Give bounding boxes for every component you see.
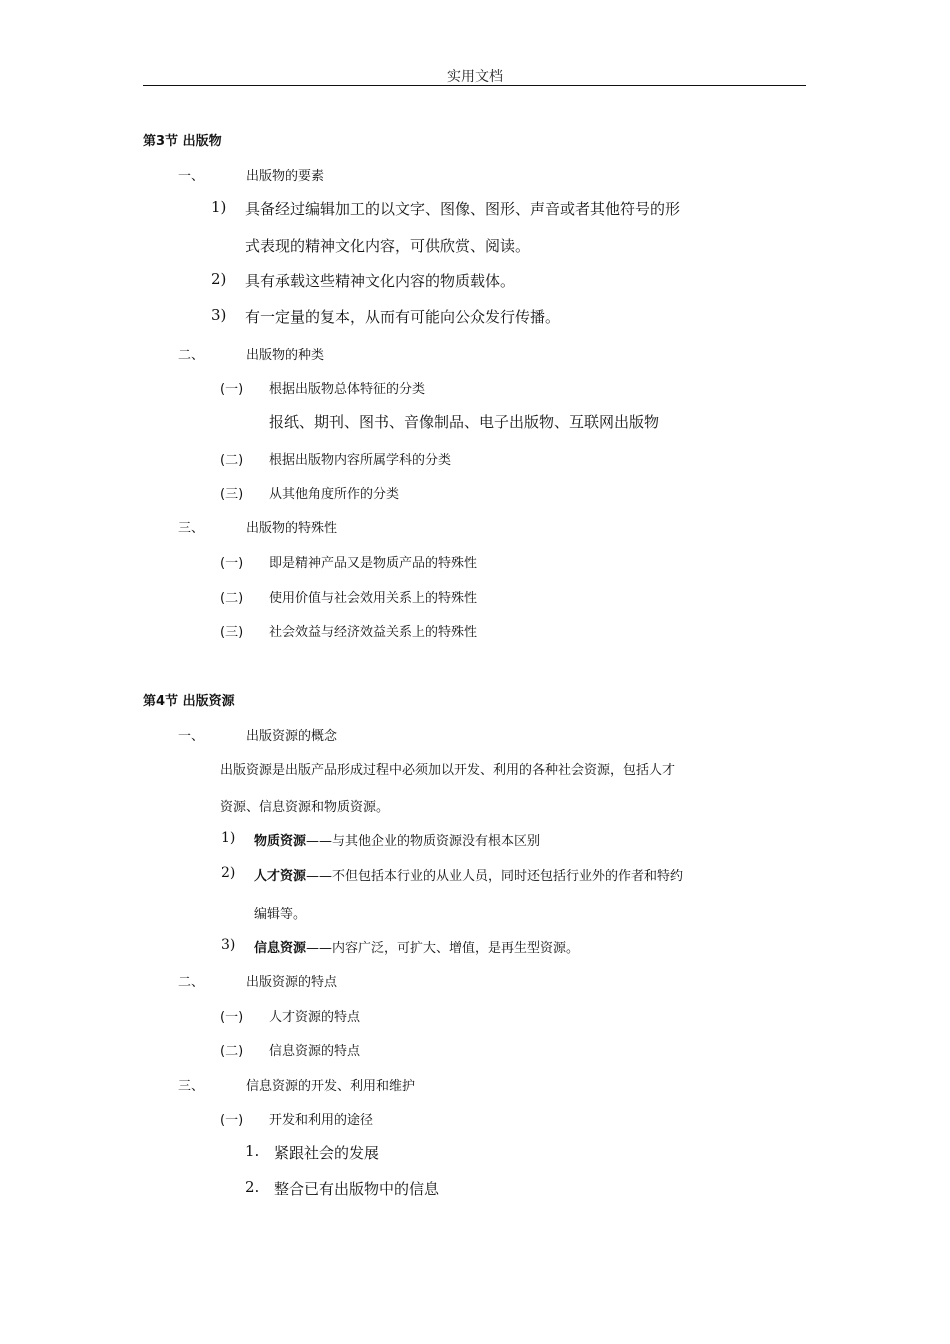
item-text-continuation: 编辑等。 <box>254 907 307 922</box>
sub-number: (一) <box>220 556 244 571</box>
page-header: 实用文档 <box>447 69 503 85</box>
sub-title: 根据出版物总体特征的分类 <box>269 382 426 397</box>
sub-number: (一) <box>220 1113 244 1128</box>
header-rule <box>143 85 806 86</box>
sub-title: 信息资源的特点 <box>269 1044 361 1059</box>
item-number: 1) <box>221 830 236 846</box>
item-term: 人才资源 <box>254 869 307 884</box>
part-number: 二、 <box>178 975 205 990</box>
item-text: 具有承载这些精神文化内容的物质载体。 <box>245 272 516 290</box>
item-number: 1. <box>245 1142 260 1160</box>
item-term: 信息资源 <box>254 941 307 956</box>
item-line <box>254 937 579 956</box>
item-text: 紧跟社会的发展 <box>274 1144 380 1162</box>
item-number: 3) <box>211 306 227 324</box>
item-text-continuation: 式表现的精神文化内容，可供欣赏、阅读。 <box>245 237 531 255</box>
item-text: ——不但包括本行业的从业人员，同时还包括行业外的作者和特约 <box>306 869 684 884</box>
item-text: ——与其他企业的物质资源没有根本区别 <box>306 834 541 849</box>
item-number: 2. <box>245 1178 260 1196</box>
item-line <box>254 830 540 849</box>
item-text: 有一定量的复本，从而有可能向公众发行传播。 <box>245 308 561 326</box>
part-title: 出版物的特殊性 <box>246 521 338 536</box>
part-number: 一、 <box>178 729 205 744</box>
item-number: 2) <box>211 270 227 288</box>
detail-text: 报纸、期刊、图书、音像制品、电子出版物、互联网出版物 <box>269 413 660 431</box>
section-4-title: 第4节 出版资源 <box>143 694 235 709</box>
item-term: 物质资源 <box>254 834 307 849</box>
sub-title: 开发和利用的途径 <box>269 1113 374 1128</box>
part-title: 出版物的要素 <box>246 169 325 184</box>
item-number: 1) <box>211 198 227 216</box>
sub-number: (一) <box>220 1010 244 1025</box>
sub-title: 使用价值与社会效用关系上的特殊性 <box>269 591 478 606</box>
paragraph-line: 出版资源是出版产品形成过程中必须加以开发、利用的各种社会资源，包括人才 <box>220 763 676 778</box>
sub-number: (二) <box>220 1044 244 1059</box>
sub-title: 人才资源的特点 <box>269 1010 361 1025</box>
part-title: 出版资源的特点 <box>246 975 338 990</box>
part-number: 一、 <box>178 169 205 184</box>
sub-title: 社会效益与经济效益关系上的特殊性 <box>269 625 478 640</box>
item-number: 2) <box>221 865 236 881</box>
sub-number: (二) <box>220 591 244 606</box>
part-title: 出版资源的概念 <box>246 729 338 744</box>
part-number: 三、 <box>178 521 205 536</box>
sub-title: 从其他角度所作的分类 <box>269 487 400 502</box>
item-text: 具备经过编辑加工的以文字、图像、图形、声音或者其他符号的形 <box>245 200 681 218</box>
item-line <box>254 865 683 884</box>
section-3-title: 第3节 出版物 <box>143 134 222 149</box>
sub-title: 根据出版物内容所属学科的分类 <box>269 453 452 468</box>
part-title: 信息资源的开发、利用和维护 <box>246 1079 416 1094</box>
sub-number: (三) <box>220 487 244 502</box>
paragraph-line: 资源、信息资源和物质资源。 <box>220 800 390 815</box>
item-number: 3) <box>221 937 236 953</box>
sub-title: 即是精神产品又是物质产品的特殊性 <box>269 556 478 571</box>
sub-number: (三) <box>220 625 244 640</box>
part-number: 三、 <box>178 1079 205 1094</box>
item-text: 整合已有出版物中的信息 <box>274 1180 440 1198</box>
item-text: ——内容广泛，可扩大、增值，是再生型资源。 <box>306 941 580 956</box>
sub-number: (二) <box>220 453 244 468</box>
part-number: 二、 <box>178 348 205 363</box>
sub-number: (一) <box>220 382 244 397</box>
part-title: 出版物的种类 <box>246 348 325 363</box>
